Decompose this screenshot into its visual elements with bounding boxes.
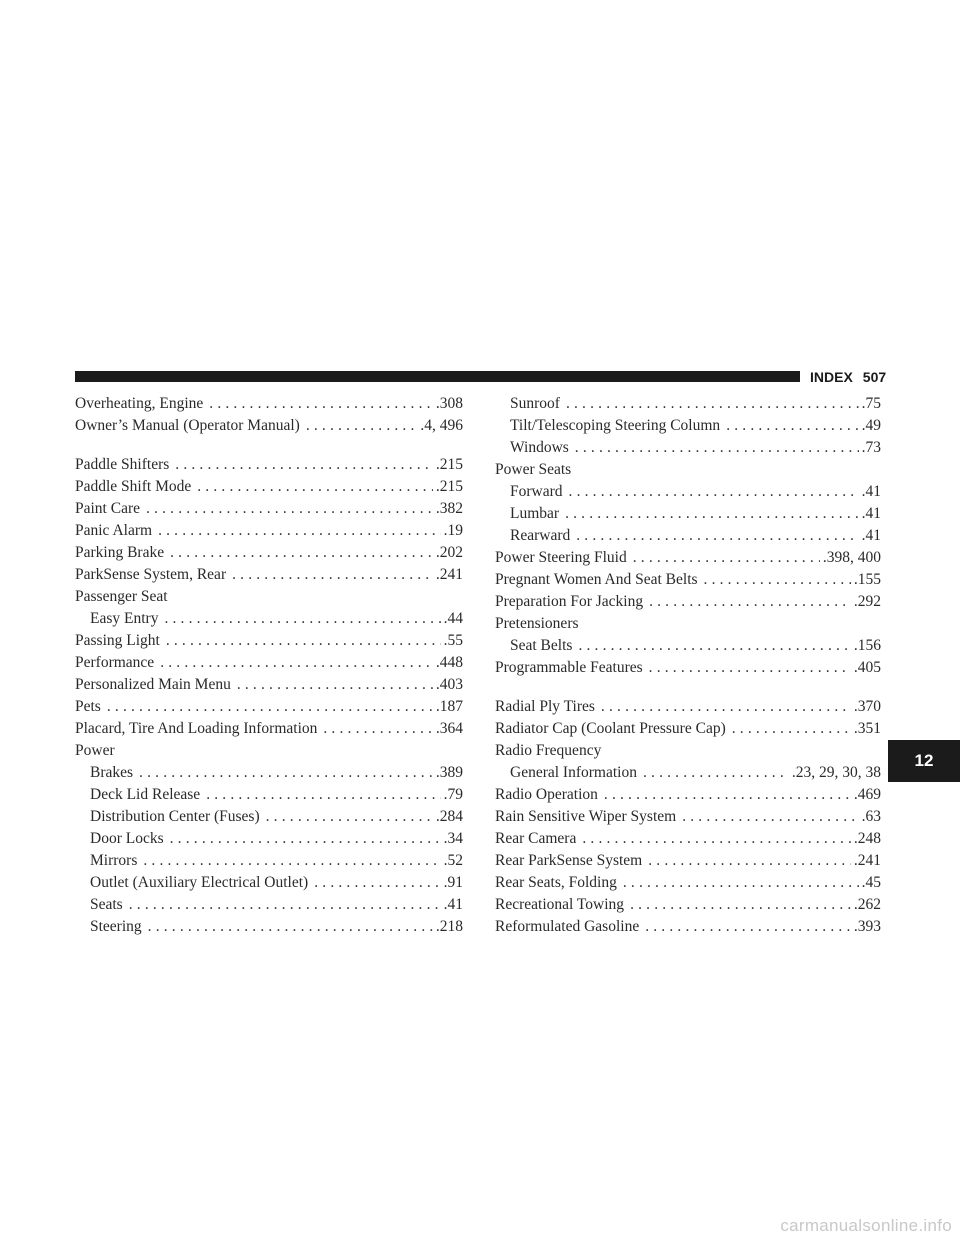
entry-term: Radio Operation [495, 786, 598, 803]
index-entry [495, 591, 881, 613]
entry-term: Overheating, Engine [75, 395, 204, 412]
entry-term: Pets [75, 698, 101, 715]
entry-pages: .41 [861, 505, 881, 522]
index-entry [75, 454, 463, 476]
entry-term: Rain Sensitive Wiper System [495, 808, 677, 825]
entry-pages: .405 [853, 659, 881, 676]
entry-pages: .241 [853, 852, 881, 869]
entry-pages: .398, 400 [822, 549, 881, 566]
entry-term: Steering [90, 918, 142, 935]
entry-pages: .248 [853, 830, 881, 847]
watermark: carmanualsonline.info [780, 1216, 952, 1235]
dot-leader [704, 569, 851, 591]
entry-pages: .73 [861, 439, 881, 456]
index-heading: Power Seats [495, 461, 572, 478]
index-entry [495, 828, 881, 850]
entry-pages: .469 [853, 786, 881, 803]
index-subentry [495, 437, 881, 459]
entry-term: Outlet (Auxiliary Electrical Outlet) [90, 874, 309, 891]
index-entry [75, 652, 463, 674]
dot-leader [107, 696, 433, 718]
dot-leader [143, 850, 440, 872]
entry-term: Programmable Features [495, 659, 643, 676]
index-entry [75, 564, 463, 586]
entry-pages: .202 [435, 544, 463, 561]
index-entry [75, 674, 463, 696]
entry-pages: .41 [443, 896, 463, 913]
entry-pages: .49 [861, 417, 881, 434]
running-header [810, 367, 886, 387]
index-subentry [495, 393, 881, 415]
dot-leader [630, 894, 851, 916]
entry-pages: .34 [443, 830, 463, 847]
entry-pages: .403 [435, 676, 463, 693]
entry-term: Radiator Cap (Coolant Pressure Cap) [495, 720, 726, 737]
index-entry [75, 415, 463, 437]
dot-leader [306, 415, 418, 437]
index-entry [75, 696, 463, 718]
chapter-tab: 12 [888, 740, 960, 782]
entry-pages: .44 [443, 610, 463, 627]
dot-leader [569, 481, 859, 503]
entry-pages: .155 [853, 571, 881, 588]
entry-term: Owner’s Manual (Operator Manual) [75, 417, 300, 434]
entry-pages: .215 [435, 478, 463, 495]
index-subentry [495, 503, 881, 525]
dot-leader [578, 635, 850, 657]
index-entry [495, 784, 881, 806]
entry-term: Easy Entry [90, 610, 159, 627]
index-entry [495, 547, 881, 569]
dot-leader [148, 916, 433, 938]
dot-leader [645, 916, 851, 938]
dot-leader [576, 525, 858, 547]
index-subentry [495, 762, 881, 784]
dot-leader [170, 828, 441, 850]
dot-leader [323, 718, 433, 740]
index-subentry [75, 850, 463, 872]
dot-leader [565, 503, 859, 525]
entry-term: Tilt/Telescoping Steering Column [510, 417, 721, 434]
dot-leader [633, 547, 820, 569]
entry-term: Rearward [510, 527, 571, 544]
entry-pages: .79 [443, 786, 463, 803]
index-subentry [495, 415, 881, 437]
index-entry [495, 718, 881, 740]
dot-leader [206, 784, 440, 806]
entry-term: Placard, Tire And Loading Information [75, 720, 318, 737]
entry-pages: .389 [435, 764, 463, 781]
index-heading: Power [75, 742, 115, 759]
index-column-right [495, 393, 881, 938]
entry-pages: .63 [861, 808, 881, 825]
dot-leader [732, 718, 851, 740]
entry-pages: .351 [853, 720, 881, 737]
entry-pages: .91 [443, 874, 463, 891]
entry-pages: .284 [435, 808, 463, 825]
dot-leader [158, 520, 441, 542]
index-entry [495, 916, 881, 938]
index-subentry [495, 481, 881, 503]
entry-pages: .55 [443, 632, 463, 649]
entry-term: Seats [90, 896, 123, 913]
entry-pages: .41 [861, 527, 881, 544]
entry-term: Lumbar [510, 505, 560, 522]
entry-pages: .45 [861, 874, 881, 891]
entry-pages: .19 [443, 522, 463, 539]
entry-term: Door Locks [90, 830, 164, 847]
entry-term: Sunroof [510, 395, 560, 412]
entry-pages: .41 [861, 483, 881, 500]
page-number: 507 [862, 369, 887, 385]
entry-pages: .262 [853, 896, 881, 913]
dot-leader [582, 828, 851, 850]
dot-leader [237, 674, 433, 696]
index-entry [495, 569, 881, 591]
entry-pages: .156 [853, 637, 881, 654]
dot-leader [643, 762, 789, 784]
index-entry [495, 872, 881, 894]
index-entry [495, 850, 881, 872]
dot-leader [726, 415, 858, 437]
entry-term: Reformulated Gasoline [495, 918, 640, 935]
entry-term: ParkSense System, Rear [75, 566, 227, 583]
dot-leader [623, 872, 859, 894]
dot-leader [649, 591, 851, 613]
index-subentry [75, 894, 463, 916]
index-subentry [75, 762, 463, 784]
entry-term: Mirrors [90, 852, 138, 869]
index-entry [495, 657, 881, 679]
entry-term: Paint Care [75, 500, 140, 517]
entry-term: Recreational Towing [495, 896, 625, 913]
entry-pages: .75 [861, 395, 881, 412]
entry-term: Deck Lid Release [90, 786, 201, 803]
index-entry [75, 542, 463, 564]
entry-pages: .382 [435, 500, 463, 517]
index-subentry [495, 525, 881, 547]
dot-leader [575, 437, 859, 459]
entry-term: Rear Camera [495, 830, 577, 847]
index-subentry [75, 608, 463, 630]
index-subentry [495, 635, 881, 657]
index-entry [75, 630, 463, 652]
index-column-left [75, 393, 463, 938]
dot-leader [166, 630, 441, 652]
entry-pages: .308 [435, 395, 463, 412]
index-entry [75, 520, 463, 542]
index-subentry [75, 784, 463, 806]
dot-leader [649, 657, 851, 679]
entry-term: General Information [510, 764, 637, 781]
index-entry [75, 393, 463, 415]
entry-term: Rear Seats, Folding [495, 874, 617, 891]
entry-pages: .393 [853, 918, 881, 935]
entry-pages: .187 [435, 698, 463, 715]
entry-pages: .4, 496 [420, 417, 463, 434]
entry-pages: .52 [443, 852, 463, 869]
index-entry [495, 894, 881, 916]
dot-leader [648, 850, 851, 872]
dot-leader [601, 696, 851, 718]
index-subentry [75, 872, 463, 894]
entry-pages: .241 [435, 566, 463, 583]
dot-leader [209, 393, 433, 415]
dot-leader [146, 498, 433, 520]
entry-term: Personalized Main Menu [75, 676, 231, 693]
entry-pages: .23, 29, 30, 38 [791, 764, 881, 781]
entry-term: Panic Alarm [75, 522, 153, 539]
dot-leader [566, 393, 859, 415]
entry-term: Brakes [90, 764, 134, 781]
entry-term: Parking Brake [75, 544, 165, 561]
index-entry [495, 696, 881, 718]
entry-pages: .215 [435, 456, 463, 473]
group-gap [495, 679, 881, 696]
entry-term: Radial Ply Tires [495, 698, 595, 715]
index-entry [495, 806, 881, 828]
dot-leader [164, 608, 440, 630]
dot-leader [170, 542, 433, 564]
entry-pages: .218 [435, 918, 463, 935]
dot-leader [682, 806, 858, 828]
entry-pages: .292 [853, 593, 881, 610]
dot-leader [266, 806, 433, 828]
dot-leader [160, 652, 433, 674]
section-label: INDEX [810, 369, 853, 385]
index-entry [75, 498, 463, 520]
entry-term: Paddle Shifters [75, 456, 170, 473]
index-entry [75, 476, 463, 498]
dot-leader [604, 784, 851, 806]
entry-term: Pregnant Women And Seat Belts [495, 571, 698, 588]
entry-pages: .448 [435, 654, 463, 671]
index-heading: Passenger Seat [75, 588, 168, 605]
index-subentry [75, 916, 463, 938]
dot-leader [314, 872, 440, 894]
entry-term: Distribution Center (Fuses) [90, 808, 260, 825]
entry-pages: .364 [435, 720, 463, 737]
index-subentry [75, 828, 463, 850]
entry-term: Power Steering Fluid [495, 549, 627, 566]
entry-term: Forward [510, 483, 563, 500]
dot-leader [129, 894, 441, 916]
group-gap [75, 437, 463, 454]
entry-term: Windows [510, 439, 569, 456]
entry-pages: .370 [853, 698, 881, 715]
entry-term: Preparation For Jacking [495, 593, 644, 610]
entry-term: Performance [75, 654, 155, 671]
dot-leader [175, 454, 433, 476]
entry-term: Paddle Shift Mode [75, 478, 192, 495]
dot-leader [232, 564, 433, 586]
dot-leader [139, 762, 433, 784]
entry-term: Passing Light [75, 632, 160, 649]
header-rule [75, 371, 800, 382]
index-heading: Pretensioners [495, 615, 579, 632]
dot-leader [197, 476, 433, 498]
index-entry [75, 718, 463, 740]
index-subentry [75, 806, 463, 828]
entry-term: Rear ParkSense System [495, 852, 643, 869]
entry-term: Seat Belts [510, 637, 573, 654]
index-heading: Radio Frequency [495, 742, 602, 759]
